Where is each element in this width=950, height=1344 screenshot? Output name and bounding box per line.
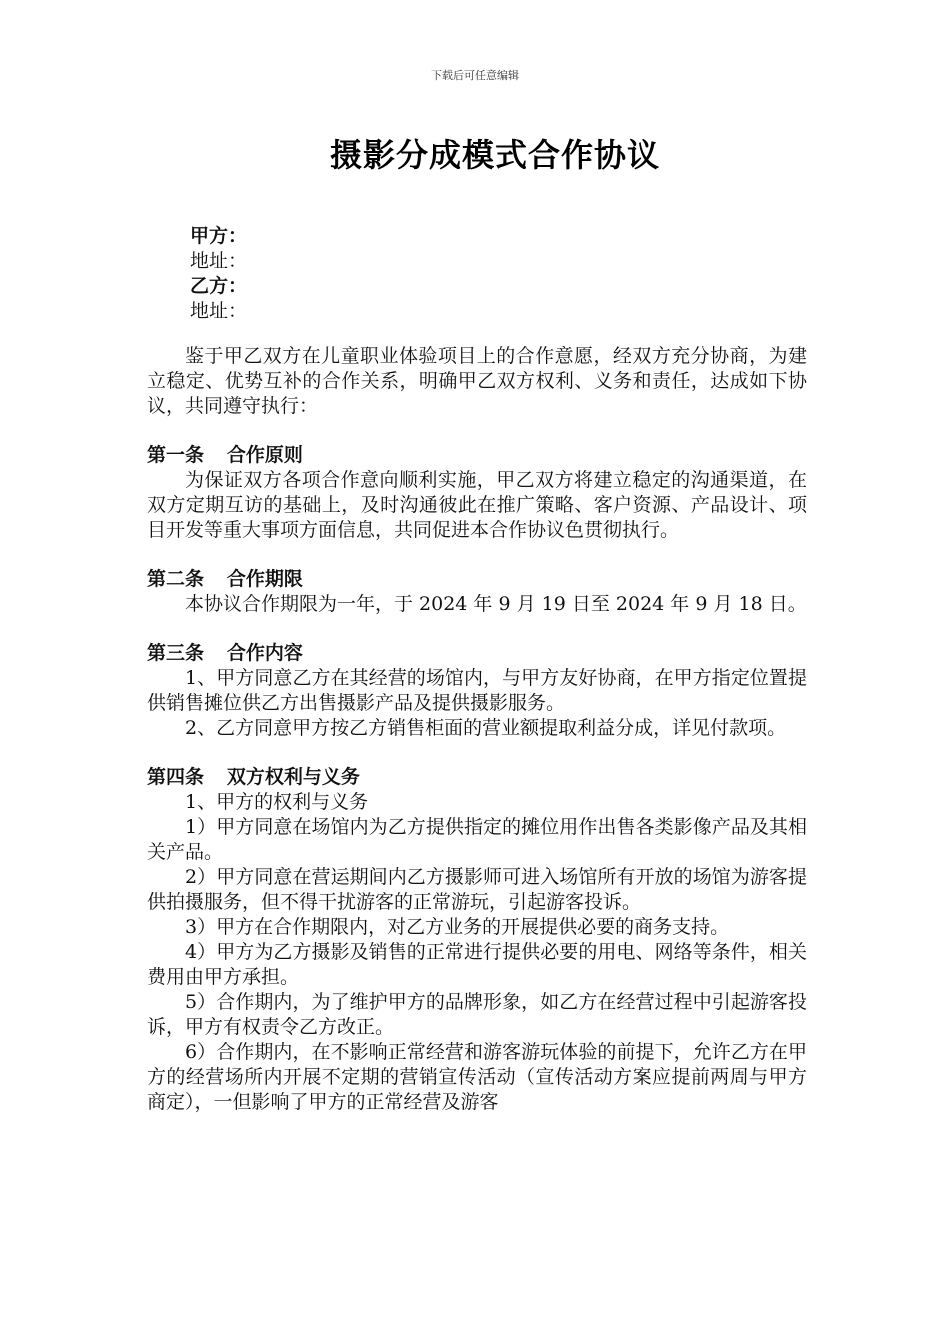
- party-b-address-label: 地址：: [190, 300, 248, 322]
- section-paragraph: 4）甲方为乙方摄影及销售的正常进行提供必要的用电、网络等条件，相关费用由甲方承担。: [147, 941, 807, 988]
- document-body: [147, 344, 807, 1115]
- party-b-label: 乙方：: [190, 275, 248, 297]
- party-a-address-label: 地址：: [190, 250, 248, 272]
- section-paragraph: 6）合作期内，在不影响正常经营和游客游玩体验的前提下，允许乙方在甲方的经营场所内开展不定期的营销宣传活动（宣传活动方案应提前两周与甲方商定），一但影响了甲方的正常经营及游客: [147, 1041, 807, 1113]
- section-heading: 第二条 合作期限: [147, 568, 303, 590]
- intro-paragraph: 鉴于甲乙双方在儿童职业体验项目上的合作意愿，经双方充分协商，为建立稳定、优势互补的合作关系，明确甲乙双方权利、义务和责任，达成如下协议，共同遵守执行：: [147, 345, 807, 417]
- section-paragraph: 为保证双方各项合作意向顺利实施，甲乙双方将建立稳定的沟通渠道，在双方定期互访的基础上，及时沟通彼此在推广策略、客户资源、产品设计、项目开发等重大事项方面信息，共同促进本合作协议色贯彻执行。: [147, 469, 807, 541]
- section-heading: 第四条 双方权利与义务: [147, 766, 360, 788]
- section-1: [147, 443, 807, 543]
- section-paragraph: 5）合作期内，为了维护甲方的品牌形象，如乙方在经营过程中引起游客投诉，甲方有权责令乙方改正。: [147, 991, 807, 1038]
- section-paragraph: 1、甲方同意乙方在其经营的场馆内，与甲方友好协商，在甲方指定位置提供销售摊位供乙方出售摄影产品及提供摄影服务。: [147, 667, 807, 714]
- document-title: 摄影分成模式合作协议: [329, 136, 660, 174]
- party-a-label: 甲方：: [190, 225, 248, 247]
- header-note: 下载后可任意编辑: [431, 69, 519, 82]
- parties-block: [190, 224, 247, 324]
- section-paragraph: 2、乙方同意甲方按乙方销售柜面的营业额提取利益分成，详见付款项。: [185, 717, 787, 739]
- section-paragraph: 本协议合作期限为一年，于 2024 年 9 月 19 日至 2024 年 9 月 18 日。: [185, 593, 807, 615]
- section-paragraph: 1）甲方同意在场馆内为乙方提供指定的摊位用作出售各类影像产品及其相关产品。: [147, 816, 807, 863]
- section-3: [147, 641, 807, 741]
- section-2: [147, 567, 807, 617]
- section-paragraph: 1、甲方的权利与义务: [185, 791, 369, 813]
- section-heading: 第一条 合作原则: [147, 444, 303, 466]
- section-heading: 第三条 合作内容: [147, 642, 303, 664]
- section-4: [147, 765, 807, 1115]
- section-paragraph: 2）甲方同意在营运期间内乙方摄影师可进入场馆所有开放的场馆为游客提供拍摄服务，但不得干扰游客的正常游玩，引起游客投诉。: [147, 866, 807, 913]
- section-paragraph: 3）甲方在合作期限内，对乙方业务的开展提供必要的商务支持。: [185, 916, 730, 938]
